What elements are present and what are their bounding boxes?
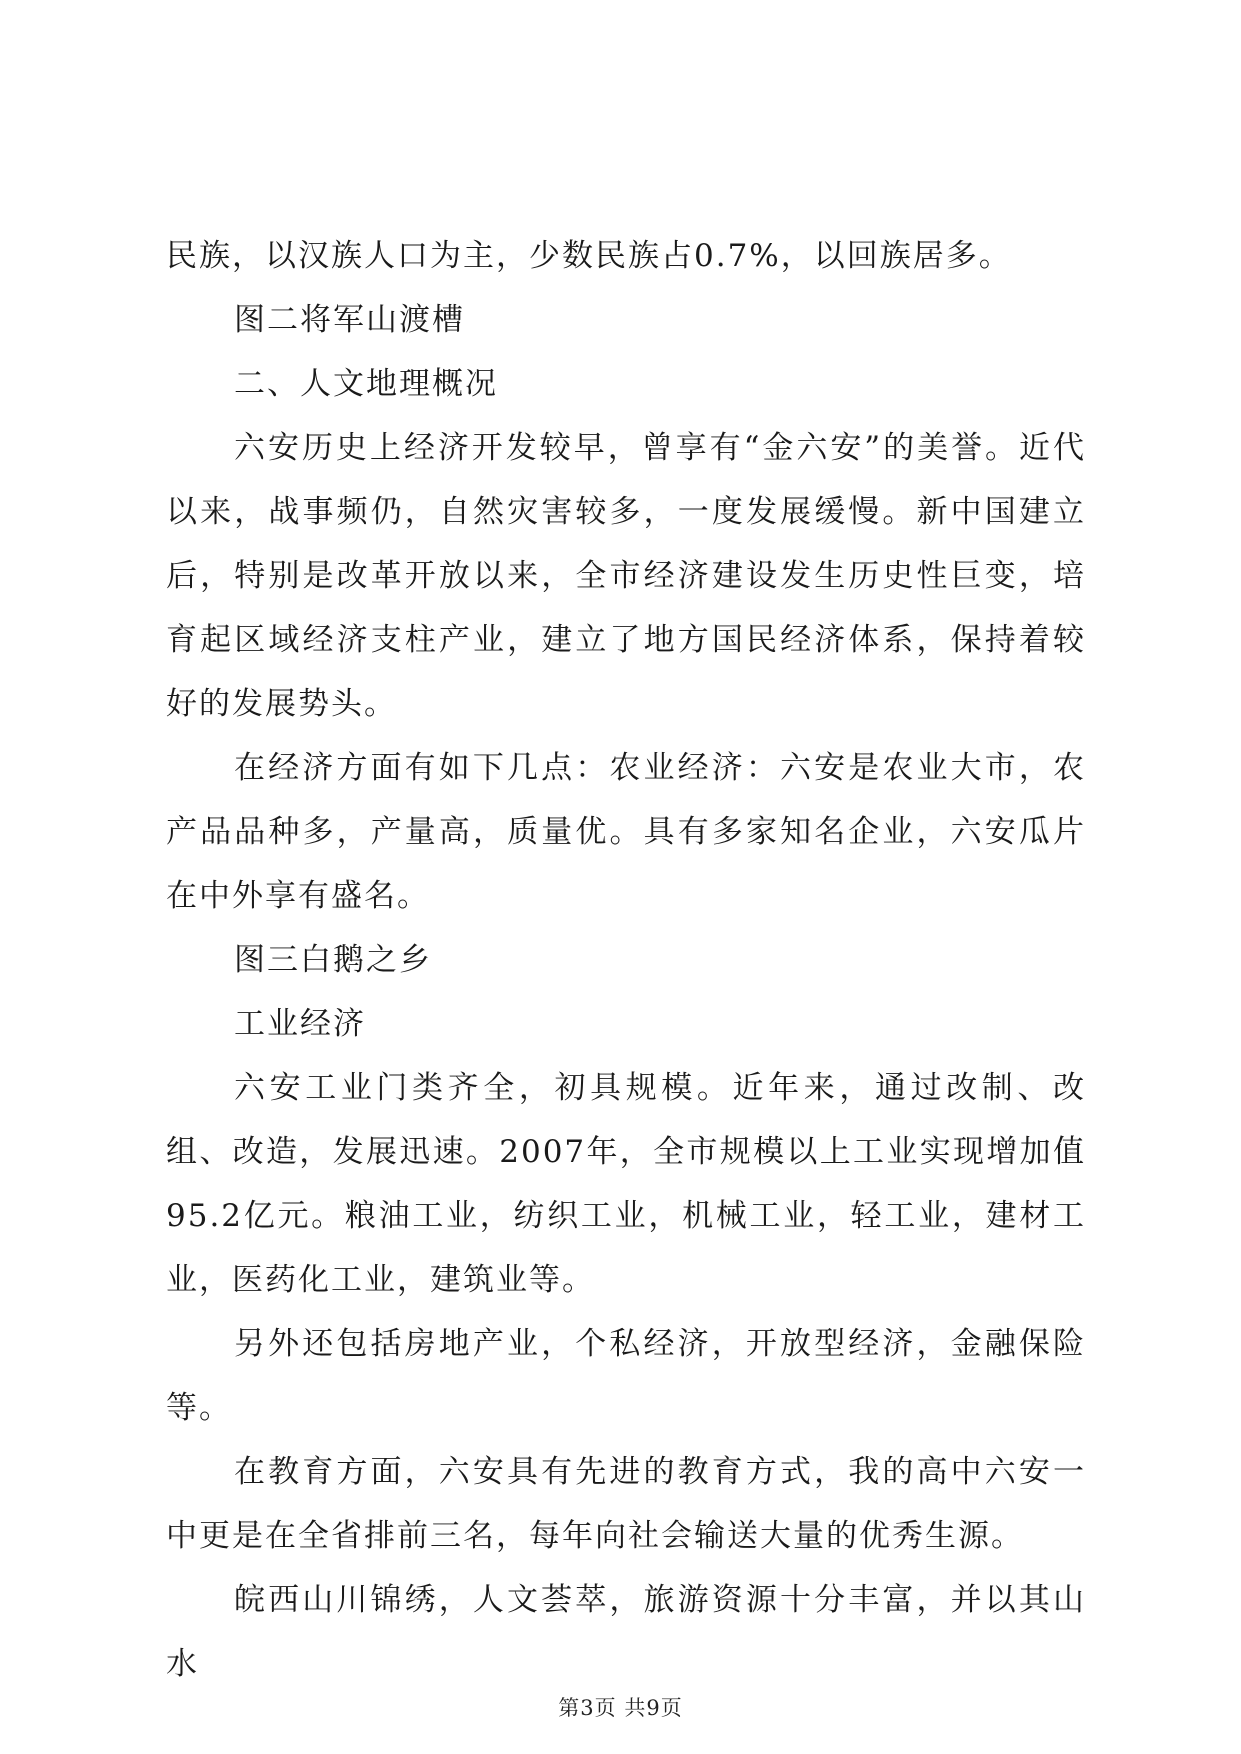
paragraph-industry: 六安工业门类齐全，初具规模。近年来，通过改制、改组、改造，发展迅速。2007年，全市规模以上工业实现增加值95.2亿元。粮油工业，纺织工业，机械工业，轻工业，建材工业，医药化工业，建筑业等。: [166, 1070, 1086, 1298]
paragraph-1: 民族，以汉族人口为主，少数民族占0.7%，以回族居多。: [166, 238, 1012, 274]
paragraph-other-sectors: 另外还包括房地产业，个私经济，开放型经济，金融保险等。: [166, 1326, 1086, 1426]
page-footer: 第3页 共9页: [558, 1696, 683, 1720]
paragraph-education: 在教育方面，六安具有先进的教育方式，我的高中六安一中更是在全省排前三名，每年向社会输送大量的优秀生源。: [166, 1454, 1086, 1554]
figure-caption-2: 图二将军山渡槽: [234, 302, 465, 338]
paragraph-tourism: 皖西山川锦绣，人文荟萃，旅游资源十分丰富，并以其山水: [166, 1582, 1086, 1682]
subheading-industry: 工业经济: [234, 1006, 366, 1042]
paragraph-history: 六安历史上经济开发较早，曾享有“金六安”的美誉。近代以来，战事频仍，自然灾害较多，一度发展缓慢。新中国建立后，特别是改革开放以来，全市经济建设发生历史性巨变，培育起区域经济支柱产业，建立了地方国民经济体系，保持着较好的发展势头。: [166, 430, 1086, 722]
section-heading: 二、人文地理概况: [234, 366, 498, 402]
document-body: [166, 224, 1086, 1696]
figure-caption-3: 图三白鹅之乡: [234, 942, 432, 978]
paragraph-agriculture: 在经济方面有如下几点：农业经济：六安是农业大市，农产品品种多，产量高，质量优。具有多家知名企业，六安瓜片在中外享有盛名。: [166, 750, 1086, 914]
